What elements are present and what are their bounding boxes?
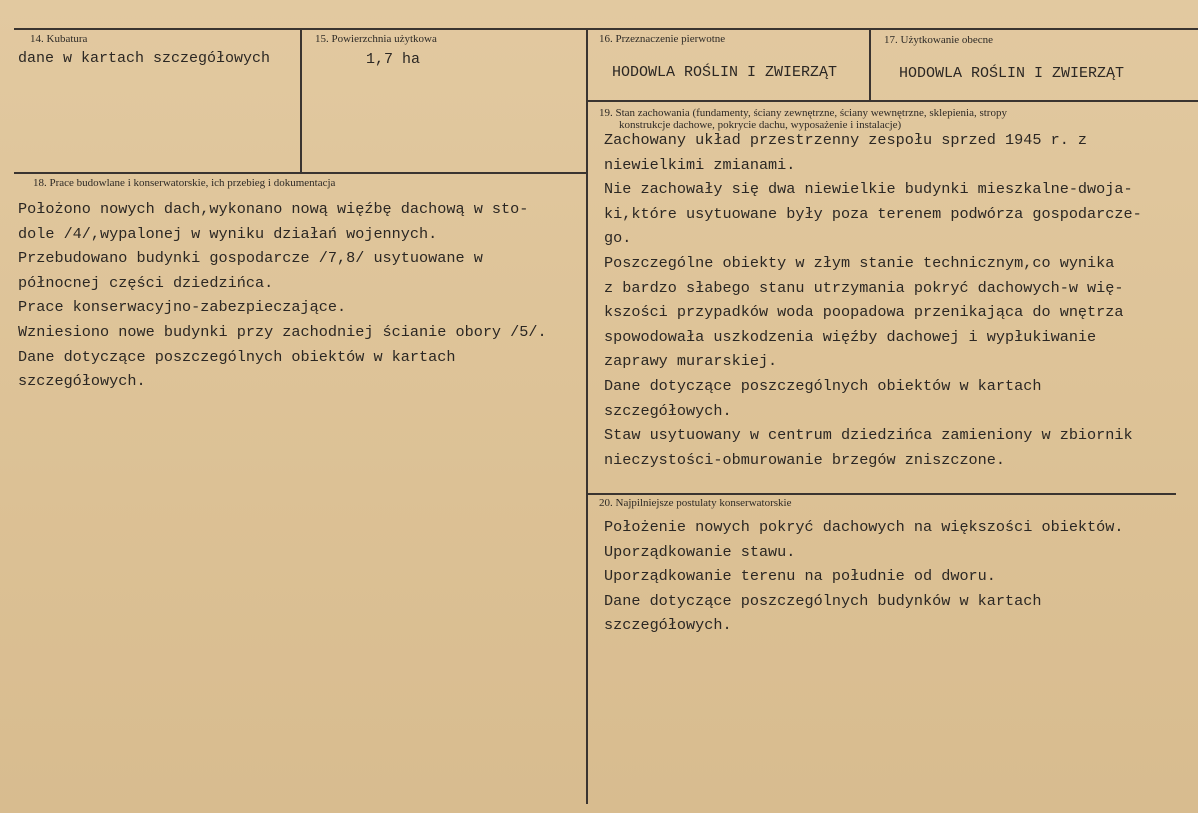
field-17-value: HODOWLA ROŚLIN I ZWIERZĄT <box>899 65 1125 82</box>
rule-under-16-17 <box>587 100 1198 102</box>
field-18-line: Wzniesiono nowe budynki przy zachodniej ścianie obory /5/. <box>18 322 547 341</box>
field-16-value: HODOWLA ROŚLIN I ZWIERZĄT <box>612 64 838 81</box>
field-19-label-line-1: 19. Stan zachowania (fundamenty, ściany zewnętrzne, ściany wewnętrzne, sklepienia, stropy <box>599 107 1007 119</box>
field-15-label: 15. Powierzchnia użytkowa <box>315 33 437 45</box>
field-14-label: 14. Kubatura <box>30 33 88 45</box>
field-19-line: niewielkimi zmianami. <box>604 155 796 174</box>
field-19-line: Poszczególne obiekty w złym stanie technicznym,co wynika <box>604 253 1115 272</box>
field-20-line: Uporządkowanie terenu na południe od dworu. <box>604 567 996 586</box>
field-19-line: Dane dotyczące poszczególnych obiektów w kartach <box>604 376 1042 395</box>
field-18-line: szczegółowych. <box>18 372 146 391</box>
divider-14-15 <box>300 28 302 172</box>
divider-16-17 <box>869 28 871 100</box>
field-19-line: go. <box>604 229 632 248</box>
field-19-line: spowodowała uszkodzenia więźby dachowej i wypłukiwanie <box>604 327 1097 346</box>
field-18-line: Przebudowano budynki gospodarcze /7,8/ usytuowane w <box>18 249 483 268</box>
field-18-line: dole /4/,wypalonej w wyniku działań wojennych. <box>18 224 438 243</box>
field-19-line: szczegółowych. <box>604 401 732 420</box>
field-20-line: szczegółowych. <box>604 616 732 635</box>
field-20-text <box>604 515 1124 638</box>
field-19-line: Zachowany układ przestrzenny zespołu sprzed 1945 r. z <box>604 131 1088 149</box>
field-18-line: północnej części dziedzińca. <box>18 273 274 292</box>
rule-under-14-15 <box>14 172 587 174</box>
field-18-line: Prace konserwacyjno-zabezpieczające. <box>18 298 347 317</box>
top-rule <box>14 28 1198 30</box>
field-19-line: Nie zachowały się dwa niewielkie budynki mieszkalne-dwoja- <box>604 180 1133 199</box>
field-19-line: Staw usytuowany w centrum dziedzińca zamieniony w zbiornik <box>604 426 1133 445</box>
field-20-label: 20. Najpilniejsze postulaty konserwatorskie <box>599 497 792 509</box>
field-19-label-line-2: konstrukcje dachowe, pokrycie dachu, wyposażenie i instalacje) <box>619 119 902 131</box>
field-15-value: 1,7 ha <box>366 51 421 68</box>
field-17-label: 17. Użytkowanie obecne <box>884 34 994 46</box>
field-18-label: 18. Prace budowlane i konserwatorskie, ich przebieg i dokumentacja <box>33 177 336 189</box>
field-19-text <box>604 128 1142 472</box>
rule-under-19 <box>587 493 1176 495</box>
field-18-line: Położono nowych dach,wykonano nową więźbę dachową w sto- <box>18 200 529 218</box>
field-20-line: Uporządkowanie stawu. <box>604 542 796 561</box>
field-14-value: dane w kartach szczegółowych <box>18 50 271 67</box>
field-19-line: z bardzo słabego stanu utrzymania pokryć dachowych-w wię- <box>604 278 1124 297</box>
field-19-line: ki,które usytuowane były poza terenem podwórza gospodarcze- <box>604 204 1142 223</box>
center-divider <box>586 28 588 804</box>
field-20-line: Położenie nowych pokryć dachowych na większości obiektów. <box>604 518 1124 536</box>
field-19-line: zaprawy murarskiej. <box>604 352 778 371</box>
field-19-line: kszości przypadków woda poopadowa przenikająca do wnętrza <box>604 303 1124 322</box>
field-18-line: Dane dotyczące poszczególnych obiektów w kartach <box>18 347 456 366</box>
field-16-label: 16. Przeznaczenie pierwotne <box>599 33 726 45</box>
field-19-line: nieczystości-obmurowanie brzegów zniszczone. <box>604 450 1006 469</box>
field-20-line: Dane dotyczące poszczególnych budynków w kartach <box>604 591 1042 610</box>
field-18-text <box>18 197 547 394</box>
